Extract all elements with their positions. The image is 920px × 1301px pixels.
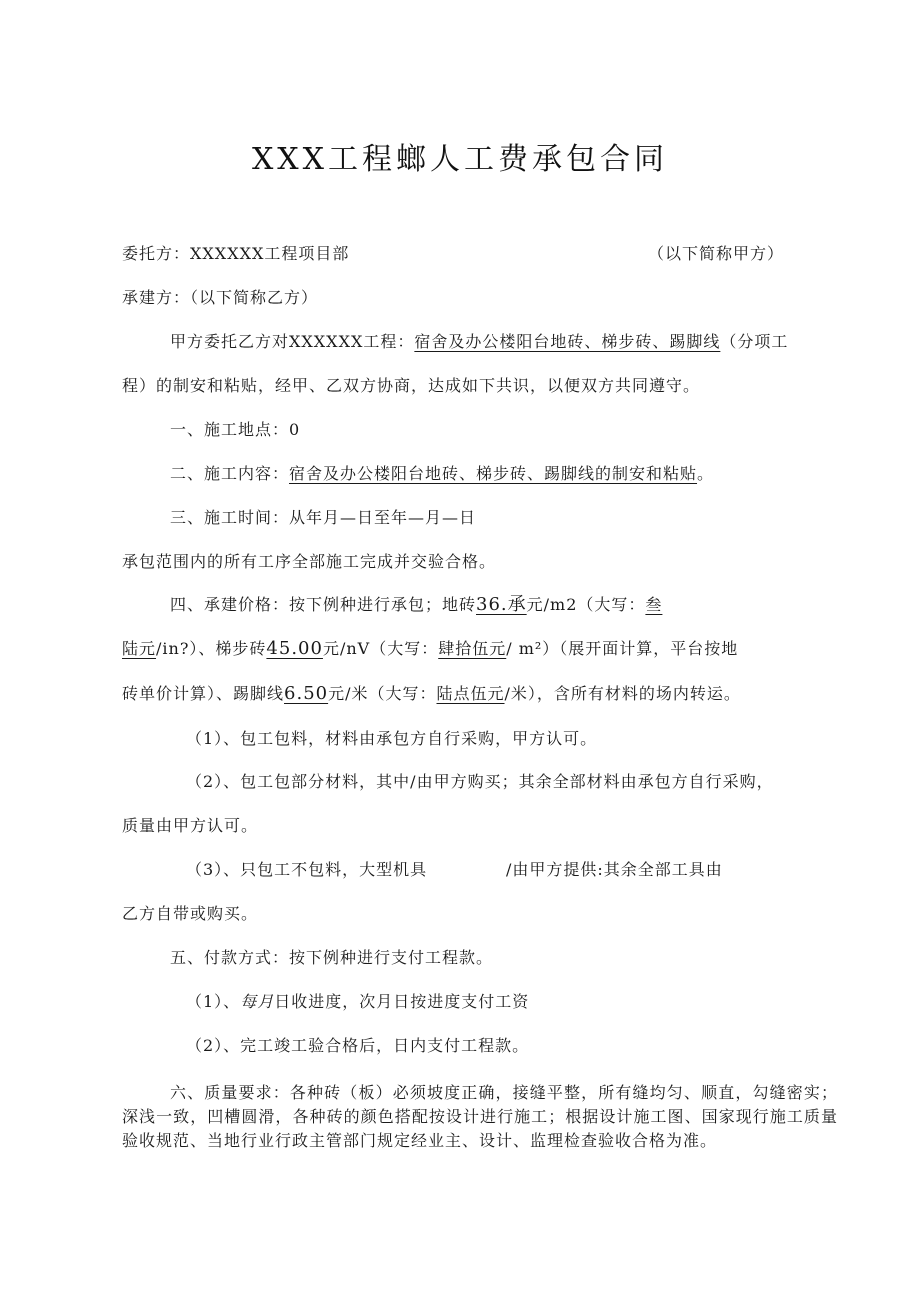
option-3-line-1: （3）、只包工不包料，大型机具 (186, 860, 428, 879)
stair-price: 45.00 (266, 638, 323, 659)
client-alias: （以下简称甲方） (648, 244, 785, 263)
location-value: 0 (289, 420, 301, 439)
price-line-3 (122, 683, 741, 705)
floor-words-b: 陆元 (122, 639, 157, 658)
contractor-alias: （以下简称乙方） (190, 288, 319, 307)
option-2-line-2: 质量由甲方认可。 (122, 816, 259, 835)
skirt-price: 6.50 (284, 683, 329, 704)
skirt-words: 陆点伍元 (436, 684, 505, 703)
payment-1-num: （1）、 (186, 992, 241, 1011)
price-line-1 (170, 594, 662, 616)
option-2-line-1: （2）、包工包部分材料，其中/由甲方购买；其余全部材料由承包方自行采购， (186, 772, 774, 791)
stair-tail: / m²）（展开面计算，平台按地 (506, 639, 739, 658)
document-title: XXX工程螂人工费承包合同 (251, 142, 669, 177)
intro-line-1 (170, 331, 788, 353)
stair-words: 肆拾伍元 (438, 639, 507, 658)
section-payment: 五、付款方式：按下例种进行支付工程款。 (170, 948, 494, 967)
section-quality: 六、质量要求：各种砖（板）必须坡度正确，接缝平整，所有缝均匀、顺直，勾缝密实；深浅一致，凹槽圆滑，各种砖的颜色搭配按设计进行施工；根据设计施工图、国家现行施工质量验收规范、当地行业行政主管部门规定经业主、设计、监理检查验收合格为准。 (122, 1083, 838, 1150)
skirt-unit: 元/米（大写： (328, 684, 437, 703)
client-name: XXXXXX工程项目部 (190, 244, 350, 263)
option-1: （1）、包工包料，材料由承包方自行采购，甲方认可。 (186, 729, 598, 748)
payment-1 (186, 991, 529, 1013)
skirt-prefix: 砖单价计算）、踢脚线 (122, 684, 285, 703)
option-3-line-2: 乙方自带或购买。 (122, 904, 259, 923)
intro-line-2: 程）的制安和粘贴，经甲、乙双方协商，达成如下共识，以便双方共同遵守。 (122, 376, 701, 395)
intro-text-2: （分项工 (720, 332, 789, 351)
skirt-tail: /米），含所有材料的场内转运。 (504, 684, 741, 703)
payment-2: （2）、完工竣工验合格后，日内支付工程款。 (186, 1036, 530, 1055)
floor-unit: 元/m2（大写： (526, 595, 646, 614)
stair-unit: 元/nV（大写： (322, 639, 439, 658)
client-line (122, 243, 349, 265)
contractor-line (122, 287, 318, 309)
floor-price: 36.承 (476, 594, 527, 615)
option-3-line-1b: /由甲方提供:其余全部工具由 (506, 860, 723, 879)
content-label: 二、施工内容： (170, 464, 290, 483)
floor-words-a: 叁 (645, 595, 663, 614)
intro-text: 甲方委托乙方对XXXXXX工程： (170, 332, 415, 351)
section-location (170, 419, 300, 441)
location-label: 一、施工地点： (170, 420, 290, 439)
section-time: 三、施工时间：从年月—日至年—月—日 (170, 508, 477, 527)
project-scope: 宿舍及办公楼阳台地砖、梯步砖、踢脚线 (414, 332, 721, 351)
content-value: 宿舍及办公楼阳台地砖、梯步砖、踢脚线的制安和粘贴 (289, 464, 698, 483)
payment-1-monthly: 每月 (240, 992, 275, 1011)
section-content (170, 463, 714, 485)
price-line-2 (122, 638, 738, 660)
payment-1-text: 日收进度，次月日按进度支付工资 (274, 992, 530, 1011)
scope-line: 承包范围内的所有工序全部施工完成并交验合格。 (122, 552, 497, 571)
price-prefix: 四、承建价格：按下例种进行承包；地砖 (170, 595, 477, 614)
floor-unit-2: /in?）、梯步砖 (156, 639, 267, 658)
content-end: 。 (697, 464, 715, 483)
client-label: 委托方： (122, 244, 191, 263)
contractor-label: 承建方： (122, 288, 191, 307)
